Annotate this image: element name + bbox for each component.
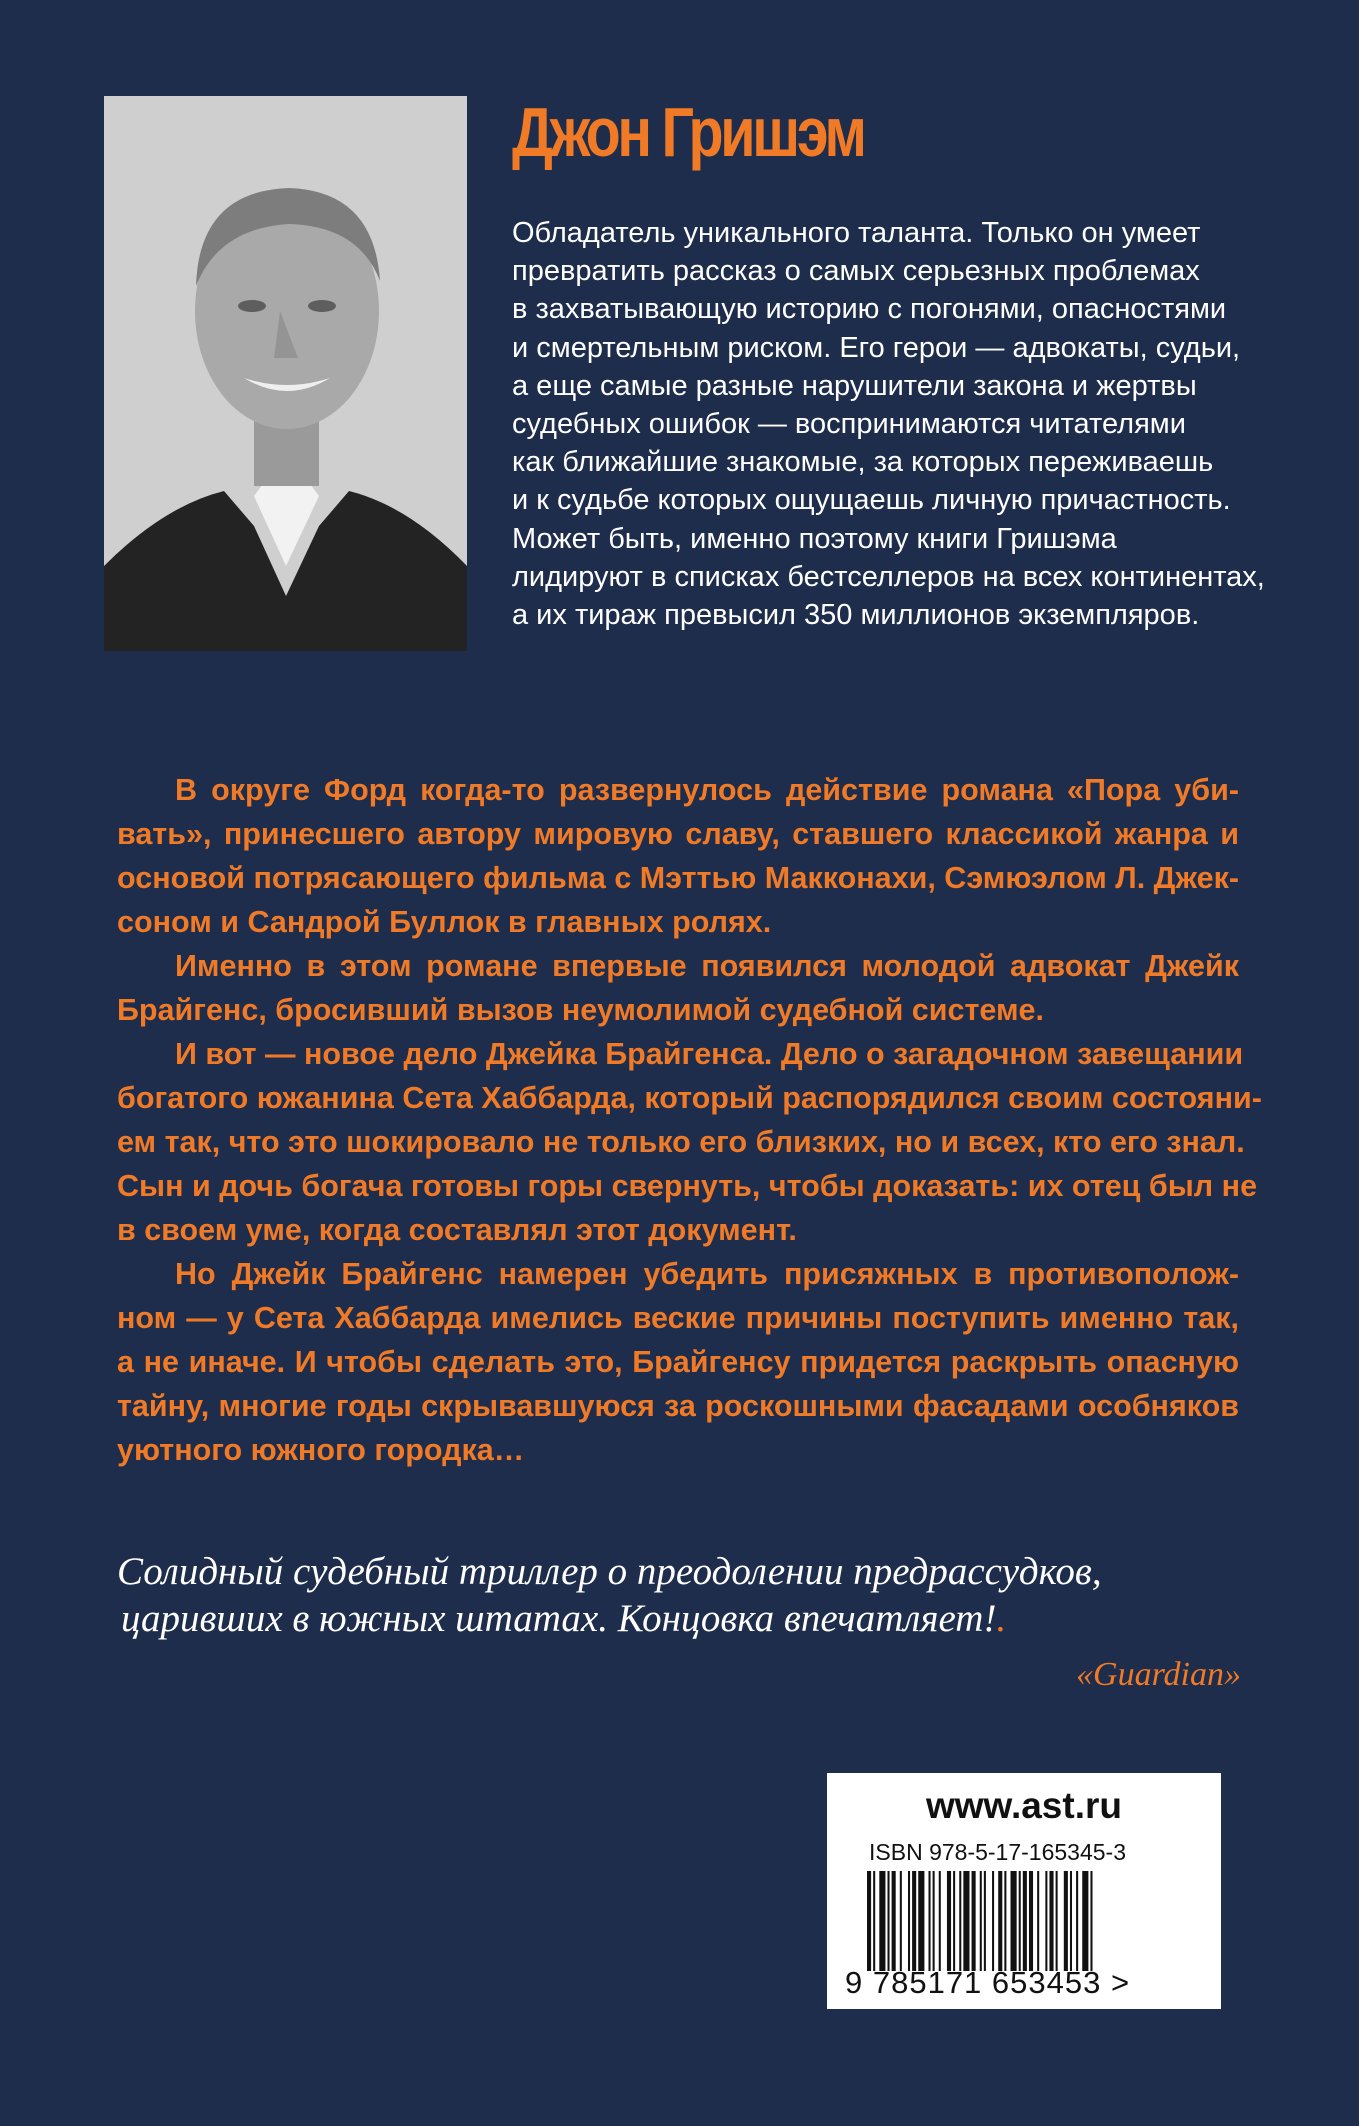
blurb-line: Брайгенс, бросивший вызов неумолимой судебной системе. — [117, 993, 1044, 1027]
blurb-line: тайну, многие годы скрывавшуюся за роскошными фасадами особняков — [117, 1389, 1239, 1423]
barcode-bar — [1049, 1871, 1053, 1971]
blurb-line: Сын и дочь богача готовы горы свернуть, чтобы доказать: их отец был не — [117, 1169, 1258, 1203]
barcode-bar — [933, 1871, 935, 1971]
bio-line: Обладатель уникального таланта. Только он умеет — [512, 217, 1201, 249]
barcode-bar — [998, 1871, 1002, 1971]
blurb-line: основой потрясающего фильма с Мэттью Макконахи, Сэмюэлом Л. Джек- — [117, 861, 1239, 895]
book-blurb — [117, 768, 1262, 1472]
blurb-line: в своем уме, когда составлял этот документ. — [117, 1213, 797, 1247]
blurb-line: богатого южанина Сета Хаббарда, который распорядился своим состояни- — [117, 1081, 1262, 1115]
barcode-bar — [1070, 1871, 1072, 1971]
isbn-text: ISBN 978-5-17-165345-3 — [869, 1839, 1126, 1865]
blurb-line: соном и Сандрой Буллок в главных ролях. — [117, 905, 772, 939]
bio-line: превратить рассказ о самых серьезных проблемах — [512, 255, 1200, 288]
blurb-line: ном — у Сета Хаббарда имелись веские причины поступить именно так, — [117, 1301, 1239, 1335]
blurb-line: В округе Форд когда-то развернулось действие романа «Пора уби- — [175, 773, 1239, 807]
bio-line: и смертельным риском. Его герои — адвокаты, судьи, — [512, 331, 1241, 364]
barcode-bar — [1056, 1871, 1058, 1971]
barcode-bar — [1029, 1871, 1033, 1971]
barcode-bar — [963, 1871, 969, 1971]
bio-line: Может быть, именно поэтому книги Гришэма — [512, 522, 1117, 555]
barcode-bar — [992, 1871, 994, 1971]
barcode-panel — [827, 1773, 1221, 2009]
review-quote — [117, 1548, 1239, 1642]
barcode-bar — [1019, 1871, 1021, 1971]
barcode-bar — [900, 1871, 902, 1971]
blurb-line: вать», принесшего автору мировую славу, ставшего классикой жанра и — [117, 817, 1239, 851]
barcode-bar — [1076, 1871, 1078, 1971]
barcode-bar — [888, 1871, 890, 1971]
blurb-line: уютного южного городка… — [117, 1433, 525, 1467]
author-portrait-illustration — [104, 96, 467, 651]
bio-line: и к судьбе которых ощущаешь личную причастность. — [512, 484, 1231, 517]
barcode-bar — [912, 1871, 916, 1971]
barcode-bar — [1004, 1871, 1006, 1971]
barcode-bar — [892, 1871, 896, 1971]
bio-line: как ближайшие знакомые, за которых переживаешь — [512, 446, 1214, 479]
bio-line: судебных ошибок — воспринимаются читателями — [512, 408, 1186, 441]
barcode-bars — [867, 1871, 1171, 1971]
barcode-bar — [1037, 1871, 1039, 1971]
barcode-bar — [1082, 1871, 1088, 1971]
barcode-bar — [879, 1871, 885, 1971]
quote-source: «Guardian» — [1076, 1656, 1241, 1693]
quote-end-dot: . — [996, 1597, 1007, 1640]
barcode-bar — [1090, 1871, 1092, 1971]
barcode-bar — [918, 1871, 924, 1971]
barcode-bar — [1064, 1871, 1068, 1971]
bio-line: а их тираж превысил 350 миллионов экземпляров. — [512, 599, 1200, 632]
barcode-bar — [953, 1871, 955, 1971]
quote-line-text: царивших в южных штатах. Концовка впечатляет! — [121, 1597, 997, 1640]
blurb-line: а не иначе. И чтобы сделать это, Брайгенсу придется раскрыть опасную — [117, 1345, 1239, 1379]
barcode-bar — [939, 1871, 941, 1971]
barcode-bar — [873, 1871, 875, 1971]
barcode-bar — [980, 1871, 982, 1971]
barcode-bar — [867, 1871, 871, 1971]
barcode-bar — [959, 1871, 961, 1971]
quote-line: Солидный судебный триллер о преодолении предрассудков, — [117, 1550, 1102, 1593]
blurb-line: Именно в этом романе впервые появился молодой адвокат Джейк — [175, 949, 1239, 983]
bio-line: а еще самые разные нарушители закона и жертвы — [512, 369, 1197, 402]
author-photo — [104, 96, 467, 651]
barcode-bar — [929, 1871, 931, 1971]
blurb-line: ем так, что это шокировало не только его близких, но и всех, кто его знал. — [117, 1125, 1245, 1159]
barcode-digits: 9 785171 653453 > — [845, 1965, 1131, 2000]
author-bio — [512, 214, 1265, 634]
barcode-bar — [1045, 1871, 1047, 1971]
quote-line-2 — [117, 1595, 1239, 1642]
barcode-bar — [908, 1871, 910, 1971]
barcode-bar — [1023, 1871, 1027, 1971]
bio-line: лидируют в списках бестселлеров на всех континентах, — [512, 560, 1265, 593]
barcode-bar — [1011, 1871, 1017, 1971]
blurb-line: И вот — новое дело Джейка Брайгенса. Дело о загадочном завещании — [175, 1037, 1244, 1071]
barcode-bar — [947, 1871, 951, 1971]
barcode-bar — [972, 1871, 976, 1971]
barcode-bar — [984, 1871, 986, 1971]
author-name: Джон Гришэм — [512, 93, 864, 171]
publisher-site: www.ast.ru — [925, 1785, 1122, 1826]
bio-line: в захватывающую историю с погонями, опасностями — [512, 293, 1227, 326]
blurb-line: Но Джейк Брайгенс намерен убедить присяжных в противополож- — [175, 1257, 1239, 1291]
